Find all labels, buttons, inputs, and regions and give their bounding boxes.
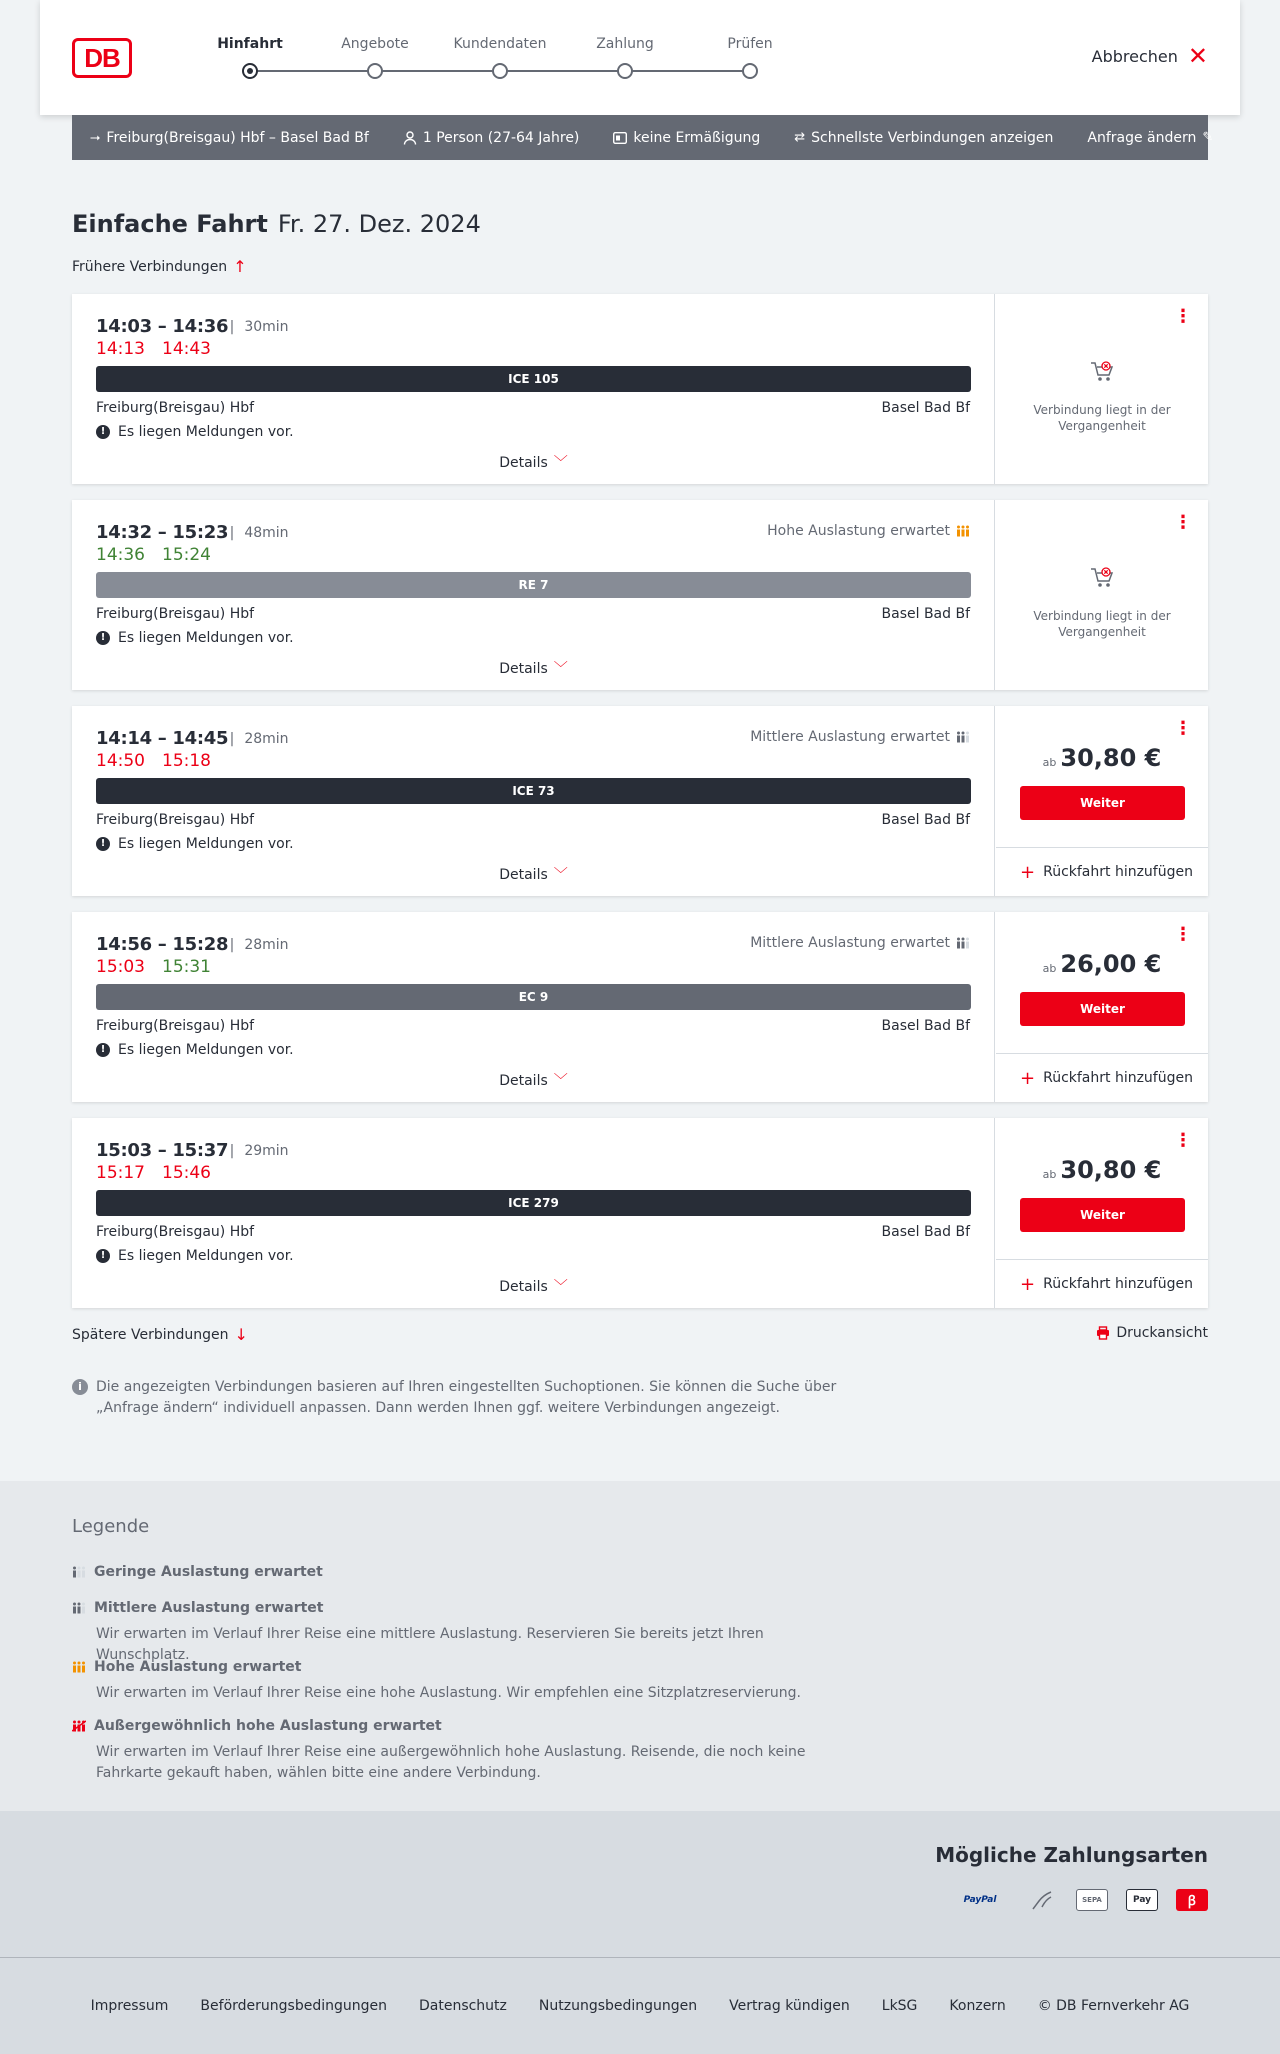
legend-item-desc: Wir erwarten im Verlauf Ihrer Reise eine hohe Auslastung. Wir empfehlen eine Sitzplatzreservierung. (96, 1685, 801, 1701)
details-toggle[interactable] (72, 1276, 995, 1296)
step-hinfahrt: Hinfahrt (217, 36, 283, 52)
price-prefix: ab (1042, 962, 1057, 975)
connection-info[interactable] (72, 294, 995, 484)
realtime-departure: 15:03 (96, 957, 145, 977)
realtime-departure: 14:13 (96, 339, 145, 359)
header (40, 0, 1240, 115)
origin-station: Freiburg(Breisgau) Hbf (96, 1224, 255, 1240)
duration: | 29min (230, 1143, 289, 1159)
earlier-connections-link[interactable] (72, 257, 247, 276)
past-text: Verbindung liegt in der Vergangenheit (1033, 403, 1171, 433)
more-options-icon[interactable]: ⋮ (1174, 306, 1192, 327)
legend-item-extreme (72, 1718, 852, 1784)
past-connection-notice (996, 566, 1208, 640)
cart-disabled-icon (996, 360, 1208, 390)
destination-station: Basel Bad Bf (881, 1224, 970, 1240)
occupancy-high-icon (72, 1661, 86, 1673)
connection-info[interactable] (72, 1118, 995, 1308)
offer-panel (996, 706, 1208, 896)
realtime-arrival: 15:24 (162, 545, 211, 565)
db-logo[interactable]: DB (72, 38, 132, 78)
change-request-label: Anfrage ändern (1087, 129, 1197, 146)
legend-item-title: Mittlere Auslastung erwartet (94, 1600, 324, 1616)
occupancy-indicator (767, 523, 970, 539)
realtime-departure: 14:36 (96, 545, 145, 565)
chevron-down-icon: ﹀ (553, 1279, 568, 1295)
more-options-icon[interactable]: ⋮ (1174, 924, 1192, 945)
connection-info[interactable] (72, 912, 995, 1102)
realtime-arrival: 15:18 (162, 751, 211, 771)
earlier-label: Frühere Verbindungen (72, 258, 228, 275)
occupancy-indicator (750, 935, 970, 951)
train-bar: RE 7 (96, 572, 971, 598)
connection-card (72, 1118, 1208, 1308)
notice (96, 1042, 294, 1058)
step-zahlung: Zahlung (596, 36, 654, 52)
realtime-arrival: 15:31 (162, 957, 211, 977)
plus-icon: + (1020, 1067, 1036, 1089)
details-toggle[interactable] (72, 1070, 995, 1090)
destination-station: Basel Bad Bf (881, 812, 970, 828)
connection-info[interactable] (72, 500, 995, 690)
notice (96, 1248, 294, 1264)
details-toggle[interactable] (72, 452, 995, 472)
trip-type: Einfache Fahrt (72, 210, 268, 238)
legend-item-desc: Wir erwarten im Verlauf Ihrer Reise eine außergewöhnlich hohe Auslastung. Reisende, die noch keine Fahrkarte gekauft haben, wählen bitte eine andere Verbindung. (96, 1744, 806, 1781)
route-label: Freiburg(Breisgau) Hbf – Basel Bad Bf (106, 129, 369, 146)
duration: | 48min (230, 525, 289, 541)
footer-link-vertrag-kuendigen[interactable]: Vertrag kündigen (729, 1998, 850, 2014)
details-toggle[interactable] (72, 864, 995, 884)
notice-text: Es liegen Meldungen vor. (118, 630, 294, 646)
step-dot (742, 63, 758, 79)
destination-station: Basel Bad Bf (881, 1018, 970, 1034)
sepa-label: SEPA (1082, 1896, 1102, 1904)
price-value: 30,80 € (1060, 1156, 1162, 1184)
trip-date: Fr. 27. Dez. 2024 (277, 210, 481, 238)
add-return-trip-button[interactable] (996, 1053, 1208, 1102)
legend-item-low (72, 1564, 852, 1580)
discount-label: keine Ermäßigung (633, 129, 761, 146)
footer (0, 1957, 1280, 2054)
destination-station: Basel Bad Bf (881, 400, 970, 416)
train-bar: EC 9 (96, 984, 971, 1010)
train-bar: ICE 279 (96, 1190, 971, 1216)
price-prefix: ab (1042, 1168, 1057, 1181)
person-icon (403, 131, 417, 145)
summary-option (794, 130, 1053, 146)
sepa-icon (1076, 1889, 1108, 1911)
alert-icon: ! (96, 425, 110, 439)
add-return-label: Rückfahrt hinzufügen (1043, 1070, 1193, 1086)
progress-steps (180, 0, 820, 115)
more-options-icon[interactable]: ⋮ (1174, 718, 1192, 739)
print-label: Druckansicht (1116, 1325, 1208, 1341)
notice-text: Es liegen Meldungen vor. (118, 424, 294, 440)
step-dot (617, 63, 633, 79)
add-return-trip-button[interactable] (996, 847, 1208, 896)
notice-text: Es liegen Meldungen vor. (118, 836, 294, 852)
origin-station: Freiburg(Breisgau) Hbf (96, 400, 255, 416)
destination-station: Basel Bad Bf (881, 606, 970, 622)
realtime-arrival: 14:43 (162, 339, 211, 359)
applepay-label: Pay (1132, 1895, 1152, 1905)
realtime-arrival: 15:46 (162, 1163, 211, 1183)
close-icon: ✕ (1187, 42, 1208, 70)
applepay-icon (1126, 1889, 1158, 1911)
step-angebote: Angebote (341, 36, 409, 52)
footer-link-konzern[interactable]: Konzern (949, 1998, 1006, 2014)
chevron-down-icon: ﹀ (553, 455, 568, 471)
price (996, 744, 1208, 772)
printer-icon (1096, 1326, 1110, 1340)
duration: | 30min (230, 319, 289, 335)
planned-times: 14:03 – 14:36 (96, 316, 229, 337)
add-return-label: Rückfahrt hinzufügen (1043, 1276, 1193, 1292)
payment-methods-section (0, 1811, 1280, 1957)
details-label: Details (499, 455, 548, 471)
footer-copyright[interactable]: © DB Fernverkehr AG (1037, 1998, 1190, 2014)
footer-link-befoerderungsbedingungen[interactable]: Beförderungsbedingungen (200, 1998, 387, 2014)
chevron-down-icon: ﹀ (553, 1073, 568, 1089)
notice (96, 424, 294, 440)
legend-item-high (72, 1659, 852, 1704)
legend-title: Legende (72, 1516, 150, 1537)
legend-item-title: Geringe Auslastung erwartet (94, 1564, 323, 1580)
duration: | 28min (230, 937, 289, 953)
arrow-up-icon: ↑ (233, 257, 247, 276)
more-options-icon[interactable]: ⋮ (1174, 1130, 1192, 1151)
price-prefix: ab (1042, 756, 1057, 769)
change-request-button[interactable] (1087, 130, 1213, 146)
add-return-label: Rückfahrt hinzufügen (1043, 864, 1193, 880)
summary-discount (613, 130, 760, 146)
occupancy-indicator (750, 729, 970, 745)
connection-info[interactable] (72, 706, 995, 896)
print-view-link[interactable] (1096, 1325, 1208, 1341)
continue-button[interactable]: Weiter (1020, 992, 1185, 1026)
bahncard-icon (613, 132, 627, 144)
info-text: Die angezeigten Verbindungen basieren auf Ihren eingestellten Suchoptionen. Sie können die Suche über „Anfrage ändern“ individuell anpassen. Dann werden Ihnen ggf. weitere Verbindungen angezeigt. (96, 1379, 837, 1416)
legend-item-title: Außergewöhnlich hohe Auslastung erwartet (94, 1718, 442, 1734)
legend-section (0, 1481, 1280, 1811)
occupancy-icon (956, 525, 970, 537)
occupancy-label: Mittlere Auslastung erwartet (750, 935, 950, 951)
planned-times: 14:14 – 14:45 (96, 728, 229, 749)
travellers-label: 1 Person (27-64 Jahre) (422, 129, 580, 146)
options-icon: ⇄ (794, 130, 806, 145)
continue-button[interactable]: Weiter (1020, 1198, 1185, 1232)
summary-route (90, 130, 369, 146)
details-label: Details (499, 1279, 548, 1295)
planned-times: 14:32 – 15:23 (96, 522, 229, 543)
price (996, 1156, 1208, 1184)
option-label: Schnellste Verbindungen anzeigen (811, 129, 1054, 146)
info-icon: i (72, 1379, 88, 1395)
notice-text: Es liegen Meldungen vor. (118, 1248, 294, 1264)
footer-link-impressum[interactable]: Impressum (90, 1998, 169, 2014)
legend-item-title: Hohe Auslastung erwartet (94, 1659, 302, 1675)
legend-item-medium (72, 1600, 852, 1666)
connection-card (72, 294, 1208, 484)
plus-icon: + (1020, 1273, 1036, 1295)
info-note (72, 1377, 852, 1419)
add-return-trip-button[interactable] (996, 1259, 1208, 1308)
connection-card (72, 500, 1208, 690)
occupancy-low-icon (72, 1566, 86, 1578)
plus-icon: + (1020, 861, 1036, 883)
footer-link-lksg[interactable]: LkSG (881, 1998, 918, 2014)
summary-travellers (403, 130, 580, 146)
notice-text: Es liegen Meldungen vor. (118, 1042, 294, 1058)
train-bar: ICE 73 (96, 778, 971, 804)
footer-link-datenschutz[interactable]: Datenschutz (418, 1998, 507, 2014)
step-pruefen: Prüfen (727, 36, 773, 52)
offer-panel (996, 294, 1208, 484)
alert-icon: ! (96, 1043, 110, 1057)
page-title (72, 210, 481, 238)
offer-panel (996, 500, 1208, 690)
step-dot (492, 63, 508, 79)
continue-button[interactable]: Weiter (1020, 786, 1185, 820)
cart-disabled-icon (996, 566, 1208, 596)
occupancy-label: Mittlere Auslastung erwartet (750, 729, 950, 745)
later-connections-link[interactable] (72, 1325, 248, 1344)
later-label: Spätere Verbindungen (72, 1326, 229, 1343)
alert-icon: ! (96, 837, 110, 851)
chevron-down-icon: ﹀ (553, 661, 568, 677)
step-kundendaten: Kundendaten (453, 36, 547, 52)
occupancy-icon (956, 731, 970, 743)
connection-card (72, 706, 1208, 896)
price (996, 950, 1208, 978)
chevron-down-icon: ﹀ (553, 867, 568, 883)
step-dot (367, 63, 383, 79)
alert-icon: ! (96, 631, 110, 645)
origin-station: Freiburg(Breisgau) Hbf (96, 606, 255, 622)
notice (96, 836, 294, 852)
route-arrow-icon: ⭢ (90, 130, 101, 145)
origin-station: Freiburg(Breisgau) Hbf (96, 1018, 255, 1034)
occupancy-label: Hohe Auslastung erwartet (767, 523, 950, 539)
step-dot-current (242, 63, 258, 79)
duration: | 28min (230, 731, 289, 747)
payment-title: Mögliche Zahlungsarten (935, 1843, 1208, 1867)
realtime-departure: 15:17 (96, 1163, 145, 1183)
pencil-icon: ✎ (1202, 130, 1214, 145)
search-summary-bar (72, 115, 1214, 160)
details-toggle[interactable] (72, 658, 995, 678)
origin-station: Freiburg(Breisgau) Hbf (96, 812, 255, 828)
alert-icon: ! (96, 1249, 110, 1263)
occupancy-icon (956, 937, 970, 949)
connection-card (72, 912, 1208, 1102)
occupancy-medium-icon (72, 1602, 86, 1614)
cancel-button[interactable] (1091, 42, 1208, 70)
realtime-departure: 14:50 (96, 751, 145, 771)
price-value: 26,00 € (1060, 950, 1162, 978)
planned-times: 15:03 – 15:37 (96, 1140, 229, 1161)
arrow-down-icon: ↓ (234, 1325, 248, 1344)
db-voucher-icon: ꞵ (1176, 1889, 1208, 1911)
paypal-label: PayPal (963, 1895, 997, 1905)
details-label: Details (499, 1073, 548, 1089)
train-bar: ICE 105 (96, 366, 971, 392)
past-connection-notice (996, 360, 1208, 434)
occupancy-extreme-icon (72, 1720, 86, 1732)
past-text: Verbindung liegt in der Vergangenheit (1033, 609, 1171, 639)
legend-item-desc: Wir erwarten im Verlauf Ihrer Reise eine mittlere Auslastung. Reservieren Sie bereits jetzt Ihren Wunschplatz. (96, 1626, 764, 1663)
offer-panel (996, 1118, 1208, 1308)
notice (96, 630, 294, 646)
details-label: Details (499, 867, 548, 883)
payment-icons (952, 1889, 1208, 1911)
cancel-label: Abbrechen (1091, 46, 1178, 66)
details-label: Details (499, 661, 548, 677)
price-value: 30,80 € (1060, 744, 1162, 772)
creditcard-icon (1026, 1889, 1058, 1911)
offer-panel (996, 912, 1208, 1102)
footer-link-nutzungsbedingungen[interactable]: Nutzungsbedingungen (538, 1998, 698, 2014)
paypal-icon (952, 1889, 1008, 1911)
planned-times: 14:56 – 15:28 (96, 934, 229, 955)
more-options-icon[interactable]: ⋮ (1174, 512, 1192, 533)
